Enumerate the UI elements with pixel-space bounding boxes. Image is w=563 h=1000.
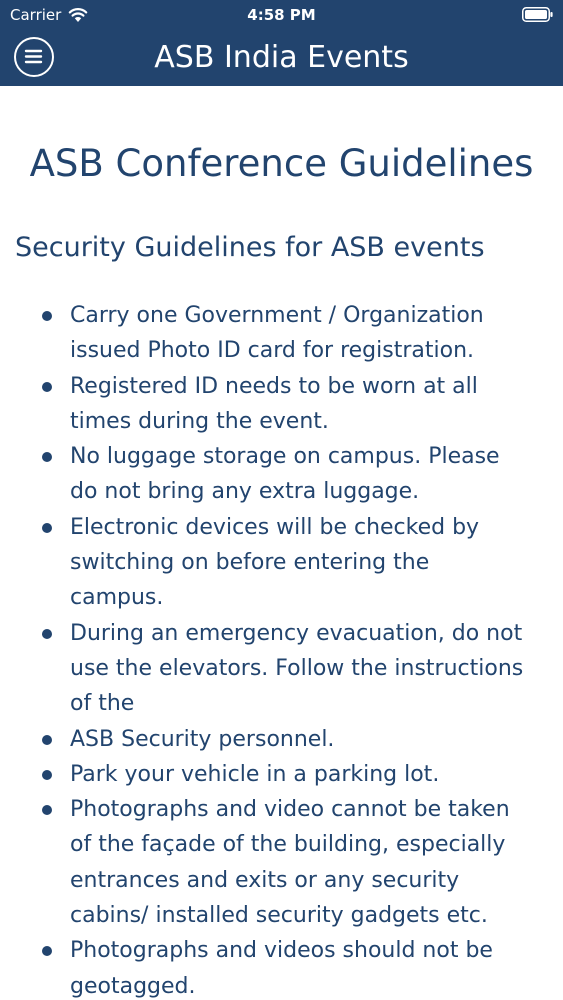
guideline-text-line: use the elevators. Follow the instructions: [70, 655, 524, 681]
guideline-text-line: No luggage storage on campus. Please: [70, 444, 500, 470]
guideline-text-line: Carry one Government / Organization: [70, 303, 484, 328]
guideline-text-line: Photographs and video cannot be taken: [70, 797, 510, 823]
guideline-item: [0, 757, 563, 792]
guideline-item: [0, 722, 563, 757]
bullet-icon: [42, 946, 52, 956]
guideline-text-line: Photographs and videos should not be: [70, 938, 493, 964]
guideline-text-line: Park your vehicle in a parking lot.: [70, 761, 440, 787]
guideline-text-line: Registered ID needs to be worn at all: [70, 373, 478, 399]
bullet-icon: [42, 452, 52, 462]
guideline-text-line: times during the event.: [70, 408, 329, 434]
carrier-label: Carrier: [10, 6, 62, 24]
guideline-item: [0, 616, 563, 722]
guideline-item: [0, 439, 563, 510]
guideline-text-line: During an emergency evacuation, do not: [70, 620, 523, 646]
guideline-text-line: ASB Security personnel.: [70, 726, 335, 752]
guideline-item: [0, 933, 563, 1000]
guidelines-list: [0, 298, 563, 1000]
battery-icon: [522, 7, 553, 22]
guideline-text-line: Electronic devices will be checked by: [70, 514, 480, 540]
guideline-text-line: issued Photo ID card for registration.: [70, 338, 475, 364]
bullet-icon: [42, 523, 52, 533]
guideline-item: [0, 298, 563, 369]
guideline-text-line: switching on before entering the: [70, 550, 430, 576]
content-area[interactable]: [0, 86, 563, 1000]
page-title: ASB Conference Guidelines: [29, 142, 534, 185]
bullet-icon: [42, 770, 52, 780]
header: [0, 0, 563, 86]
bullet-icon: [42, 382, 52, 392]
guideline-item: [0, 792, 563, 933]
status-time: 4:58 PM: [247, 6, 316, 24]
guideline-text-line: of the façade of the building, especially: [70, 832, 506, 858]
section-title: Security Guidelines for ASB events: [15, 232, 485, 263]
status-bar: [0, 0, 563, 30]
guideline-text-line: do not bring any extra luggage.: [70, 479, 420, 505]
bullet-icon: [42, 735, 52, 745]
guideline-item: [0, 510, 563, 616]
nav-title: ASB India Events: [154, 40, 409, 75]
nav-bar: [0, 32, 563, 86]
guideline-text-line: geotagged.: [70, 973, 196, 999]
bullet-icon: [42, 629, 52, 639]
guideline-text-line: campus.: [70, 585, 164, 611]
bullet-icon: [42, 311, 52, 321]
guideline-item: [0, 369, 563, 440]
guideline-text-line: of the: [70, 691, 135, 717]
guideline-text-line: entrances and exits or any security: [70, 867, 460, 893]
guideline-text-line: cabins/ installed security gadgets etc.: [70, 903, 488, 929]
bullet-icon: [42, 805, 52, 815]
